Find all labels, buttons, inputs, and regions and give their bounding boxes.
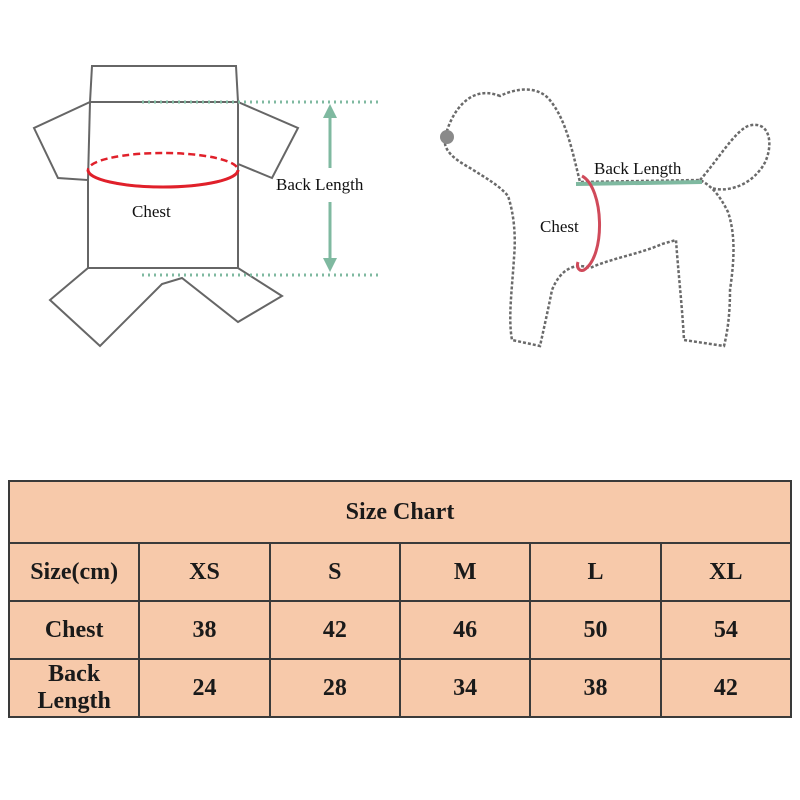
dog-back-length-label: Back Length	[594, 159, 682, 178]
size-col-m: M	[400, 543, 530, 601]
size-col-xl: XL	[661, 543, 791, 601]
size-chart-title: Size Chart	[9, 481, 791, 543]
back-length-xs: 24	[139, 659, 269, 717]
back-length-row-label: Back Length	[9, 659, 139, 717]
size-header-row	[9, 543, 791, 601]
back-length-row	[9, 659, 791, 717]
dog-silhouette	[445, 90, 734, 347]
garment-back-length-label: Back Length	[276, 175, 364, 194]
chest-s: 42	[270, 601, 400, 659]
chest-m: 46	[400, 601, 530, 659]
dog-nose	[440, 130, 454, 144]
chest-xs: 38	[139, 601, 269, 659]
back-length-s: 28	[270, 659, 400, 717]
size-col-l: L	[530, 543, 660, 601]
size-col-s: S	[270, 543, 400, 601]
back-length-l: 38	[530, 659, 660, 717]
back-length-m: 34	[400, 659, 530, 717]
dog-back-length-marker	[576, 182, 702, 184]
chest-row	[9, 601, 791, 659]
garment-chest-label: Chest	[132, 202, 171, 221]
dog-tail	[700, 125, 769, 190]
chest-l: 50	[530, 601, 660, 659]
back-length-xl: 42	[661, 659, 791, 717]
chest-xl: 54	[661, 601, 791, 659]
size-chart-table	[8, 480, 792, 718]
size-col-xs: XS	[139, 543, 269, 601]
dog-chest-label: Chest	[540, 217, 579, 236]
size-header-label: Size(cm)	[9, 543, 139, 601]
chest-row-label: Chest	[9, 601, 139, 659]
